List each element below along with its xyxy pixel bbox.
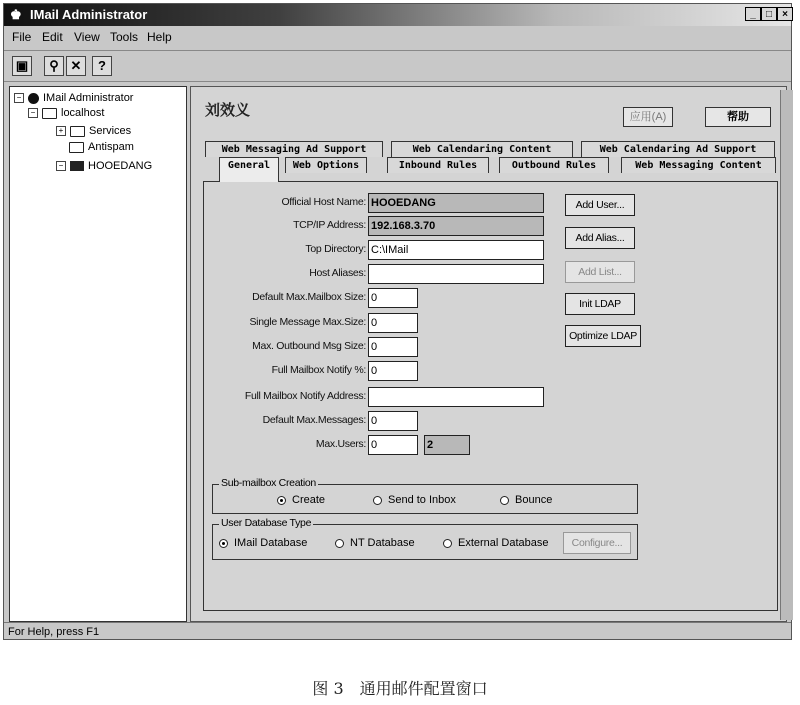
tab-web-calendaring-ad-support[interactable]: Web Calendaring Ad Support bbox=[581, 141, 775, 157]
window-title: IMail Administrator bbox=[30, 7, 148, 22]
help-button[interactable]: 帮助 bbox=[705, 107, 771, 127]
init-ldap-button[interactable]: Init LDAP bbox=[565, 293, 635, 315]
max-outbound-msg-size-label: Max. Outbound Msg Size: bbox=[252, 340, 366, 352]
top-directory-field[interactable]: C:\IMail bbox=[368, 240, 544, 260]
radio-nt-database[interactable]: NT Database bbox=[335, 537, 415, 549]
radio-send-to-inbox[interactable]: Send to Inbox bbox=[373, 494, 456, 506]
max-users-field[interactable]: 0 bbox=[368, 435, 418, 455]
menu-help[interactable]: Help bbox=[147, 30, 172, 44]
submailbox-creation-group bbox=[212, 477, 638, 514]
delete-icon[interactable]: ✕ bbox=[66, 56, 86, 76]
tab-outbound-rules[interactable]: Outbound Rules bbox=[499, 157, 609, 173]
radio-dot bbox=[277, 496, 286, 505]
tab-web-messaging-content[interactable]: Web Messaging Content bbox=[621, 157, 776, 173]
folder-icon bbox=[42, 108, 57, 119]
user-database-type-group bbox=[212, 517, 638, 560]
tree-item-root[interactable]: − IMail Administrator bbox=[14, 91, 133, 105]
tree-item-services[interactable]: + Services bbox=[56, 124, 131, 138]
tab-inbound-rules[interactable]: Inbound Rules bbox=[387, 157, 489, 173]
menu-edit[interactable]: Edit bbox=[42, 30, 63, 44]
user-name-heading: 刘效义 bbox=[205, 102, 251, 119]
radio-dot bbox=[443, 539, 452, 548]
single-message-max-size-field[interactable]: 0 bbox=[368, 313, 418, 333]
title-bar bbox=[4, 4, 791, 26]
add-list-button[interactable]: Add List... bbox=[565, 261, 635, 283]
host-aliases-field[interactable] bbox=[368, 264, 544, 284]
help-icon[interactable]: ? bbox=[92, 56, 112, 76]
default-max-mailbox-size-label: Default Max.Mailbox Size: bbox=[252, 291, 366, 303]
single-message-max-size-label: Single Message Max.Size: bbox=[249, 316, 366, 328]
find-icon[interactable]: ⚲ bbox=[44, 56, 64, 76]
collapse-icon[interactable]: − bbox=[56, 161, 66, 171]
server-icon bbox=[70, 161, 84, 171]
app-icon: ♚ bbox=[10, 7, 22, 22]
add-alias-button[interactable]: Add Alias... bbox=[565, 227, 635, 249]
apply-button[interactable]: 应用(A) bbox=[623, 107, 673, 127]
full-mailbox-notify-pct-field[interactable]: 0 bbox=[368, 361, 418, 381]
tree-item-antispam[interactable]: Antispam bbox=[69, 140, 134, 154]
tab-web-messaging-ad-support[interactable]: Web Messaging Ad Support bbox=[205, 141, 383, 157]
host-aliases-label: Host Aliases: bbox=[309, 267, 366, 279]
collapse-icon[interactable]: − bbox=[28, 108, 38, 118]
radio-external-database[interactable]: External Database bbox=[443, 537, 549, 549]
default-max-messages-label: Default Max.Messages: bbox=[262, 414, 366, 426]
expand-icon[interactable]: + bbox=[56, 126, 66, 136]
general-tab-panel bbox=[203, 181, 778, 611]
folder-icon bbox=[69, 142, 84, 153]
status-bar bbox=[4, 622, 791, 642]
max-outbound-msg-size-field[interactable]: 0 bbox=[368, 337, 418, 357]
app-window bbox=[3, 3, 792, 640]
close-button[interactable]: × bbox=[777, 7, 793, 21]
figure-caption: 图 3 通用邮件配置窗口 bbox=[312, 679, 488, 698]
user-count-display: 2 bbox=[424, 435, 470, 455]
submailbox-creation-title: Sub-mailbox Creation bbox=[221, 477, 316, 489]
tab-general[interactable]: General bbox=[219, 157, 279, 182]
user-database-type-title: User Database Type bbox=[221, 517, 312, 529]
radio-dot bbox=[335, 539, 344, 548]
official-host-name-label: Official Host Name: bbox=[281, 196, 366, 208]
tree-item-host[interactable]: − HOOEDANG bbox=[56, 159, 152, 173]
full-mailbox-notify-address-field[interactable] bbox=[368, 387, 544, 407]
radio-dot bbox=[500, 496, 509, 505]
tcpip-address-field[interactable]: 192.168.3.70 bbox=[368, 216, 544, 236]
tree-item-localhost[interactable]: − localhost bbox=[28, 106, 104, 120]
radio-dot bbox=[373, 496, 382, 505]
status-text: For Help, press F1 bbox=[8, 626, 100, 638]
vertical-scrollbar[interactable] bbox=[780, 90, 793, 620]
add-user-button[interactable]: Add User... bbox=[565, 194, 635, 216]
top-directory-label: Top Directory: bbox=[305, 243, 366, 255]
default-max-messages-field[interactable]: 0 bbox=[368, 411, 418, 431]
default-max-mailbox-size-field[interactable]: 0 bbox=[368, 288, 418, 308]
max-users-label: Max.Users: bbox=[315, 438, 366, 450]
minimize-button[interactable]: _ bbox=[745, 7, 761, 21]
optimize-ldap-button[interactable]: Optimize LDAP bbox=[565, 325, 641, 347]
server-tree bbox=[9, 86, 187, 622]
collapse-icon[interactable]: − bbox=[14, 93, 24, 103]
menu-tools[interactable]: Tools bbox=[110, 30, 139, 44]
configure-button[interactable]: Configure... bbox=[563, 532, 631, 554]
menu-view[interactable]: View bbox=[74, 30, 100, 44]
properties-pane bbox=[190, 86, 787, 622]
full-mailbox-notify-address-label: Full Mailbox Notify Address: bbox=[244, 390, 366, 402]
full-mailbox-notify-pct-label: Full Mailbox Notify %: bbox=[271, 364, 366, 376]
globe-icon bbox=[28, 93, 39, 104]
maximize-button[interactable]: □ bbox=[761, 7, 777, 21]
folder-icon bbox=[70, 126, 85, 137]
radio-imail-database[interactable]: IMail Database bbox=[219, 537, 307, 549]
menu-file[interactable]: File bbox=[12, 30, 32, 44]
toolbar bbox=[4, 50, 791, 82]
radio-bounce[interactable]: Bounce bbox=[500, 494, 552, 506]
radio-dot bbox=[219, 539, 228, 548]
tab-web-calendaring-content[interactable]: Web Calendaring Content bbox=[391, 141, 573, 157]
open-icon[interactable]: ▣ bbox=[12, 56, 32, 76]
radio-create[interactable]: Create bbox=[277, 494, 325, 506]
tab-web-options[interactable]: Web Options bbox=[285, 157, 367, 173]
tcpip-address-label: TCP/IP Address: bbox=[293, 219, 366, 231]
menu-bar bbox=[4, 26, 791, 48]
official-host-name-field[interactable]: HOOEDANG bbox=[368, 193, 544, 213]
